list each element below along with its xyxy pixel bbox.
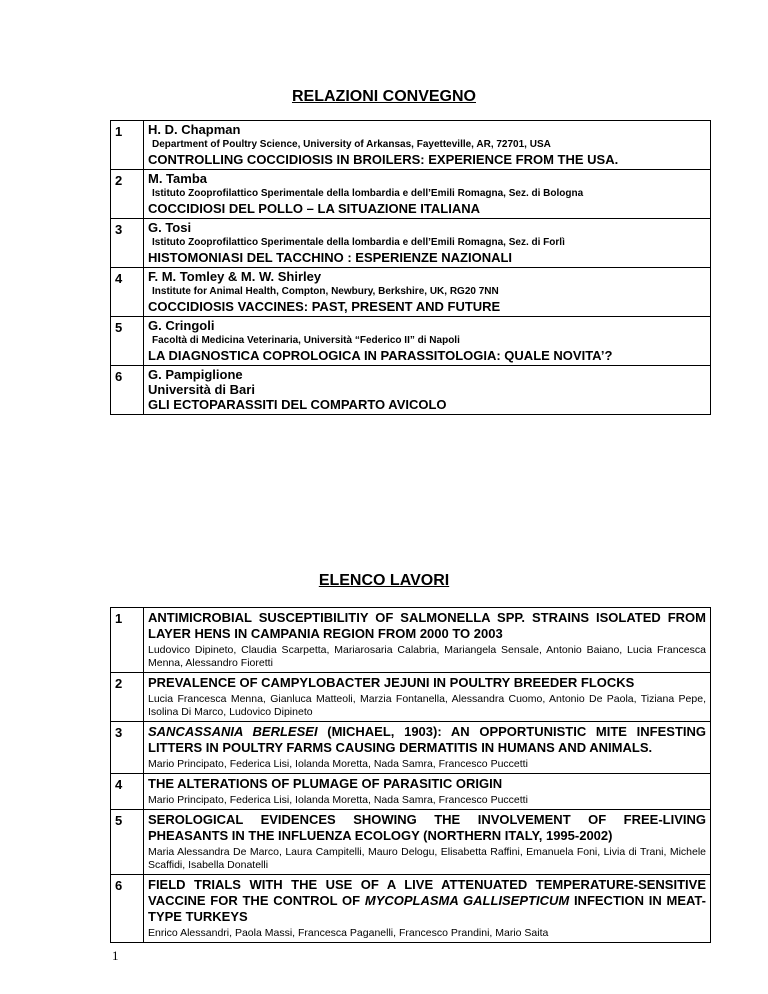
- paper-title-text: FIELD TRIALS WITH THE USE OF A LIVE ATTENUATED TEMPERATURE-SENSITIVE VACCINE FOR THE CONTROL OF: [148, 877, 706, 908]
- row-number: 1: [111, 121, 144, 170]
- paper-authors: Mario Principato, Federica Lisi, Iolanda Moretta, Nada Samra, Francesco Puccetti: [148, 794, 528, 806]
- row-number: 3: [111, 722, 144, 774]
- paper-title-italic: SANCASSANIA BERLESEI: [148, 724, 318, 739]
- paper-title: [148, 609, 706, 642]
- speaker-name: H. D. Chapman: [148, 122, 241, 137]
- speaker-affiliation: Department of Poultry Science, University of Arkansas, Fayetteville, AR, 72701, USA: [152, 139, 551, 150]
- speaker-affiliation: Istituto Zooprofilattico Sperimentale della lombardia e dell’Emili Romagna, Sez. di Forlì: [152, 237, 565, 248]
- talk-title: COCCIDIOSI DEL POLLO – LA SITUAZIONE ITALIANA: [148, 201, 480, 216]
- relazione-content: [144, 317, 711, 366]
- paper-authors: Ludovico Dipineto, Claudia Scarpetta, Mariarosaria Calabria, Mariangela Sensale, Antonio Baiano, Lucia Francesca Menna, Alessandro Fioretti: [148, 644, 706, 669]
- paper-title: [148, 674, 706, 691]
- paper-title-text: THE ALTERATIONS OF PLUMAGE OF PARASITIC ORIGIN: [148, 776, 503, 791]
- paper-authors: Mario Principato, Federica Lisi, Iolanda Moretta, Nada Samra, Francesco Puccetti: [148, 758, 528, 770]
- page-number: 1: [112, 948, 119, 963]
- lavoro-content: [144, 722, 711, 774]
- row-number: 4: [111, 268, 144, 317]
- talk-title: COCCIDIOSIS VACCINES: PAST, PRESENT AND FUTURE: [148, 299, 501, 314]
- lavoro-row: [111, 875, 711, 943]
- row-number: 2: [111, 170, 144, 219]
- lavoro-row: [111, 774, 711, 810]
- relazione-content: [144, 366, 711, 415]
- lavoro-content: [144, 875, 711, 943]
- relazione-row: [111, 366, 711, 415]
- relazione-row: [111, 317, 711, 366]
- relazione-content: [144, 121, 711, 170]
- row-number: 4: [111, 774, 144, 810]
- relazione-row: [111, 219, 711, 268]
- paper-authors: Enrico Alessandri, Paola Massi, Francesca Paganelli, Francesco Prandini, Mario Saita: [148, 927, 549, 939]
- lavoro-row: [111, 608, 711, 673]
- speaker-affiliation: Facoltà di Medicina Veterinaria, Università “Federico II” di Napoli: [152, 335, 460, 346]
- paper-title-italic: MYCOPLASMA GALLISEPTICUM: [364, 893, 570, 908]
- relazione-row: [111, 268, 711, 317]
- lavoro-content: [144, 810, 711, 875]
- relazione-content: [144, 268, 711, 317]
- lavoro-row: [111, 722, 711, 774]
- talk-title: HISTOMONIASI DEL TACCHINO : ESPERIENZE NAZIONALI: [148, 250, 513, 265]
- relazione-row: [111, 170, 711, 219]
- lavoro-row: [111, 810, 711, 875]
- row-number: 2: [111, 673, 144, 722]
- speaker-name: Università di Bari: [148, 382, 255, 397]
- speaker-name: G. Tosi: [148, 220, 192, 235]
- lavoro-content: [144, 774, 711, 810]
- speaker-name: F. M. Tomley & M. W. Shirley: [148, 269, 322, 284]
- relazione-content: [144, 170, 711, 219]
- row-number: 5: [111, 317, 144, 366]
- paper-title-text: (MICHAEL, 1903): AN OPPORTUNISTIC MITE INFESTING LITTERS IN POULTRY FARMS CAUSING DERMATITIS IN HUMANS AND ANIMALS.: [148, 724, 707, 755]
- row-number: 6: [111, 366, 144, 415]
- paper-authors: Maria Alessandra De Marco, Laura Campitelli, Mauro Delogu, Elisabetta Raffini, Emanuela Foni, Livia di Trani, Michele Scaffidi, Isabella Donatelli: [148, 846, 706, 871]
- lavoro-row: [111, 673, 711, 722]
- row-number: 6: [111, 875, 144, 943]
- speaker-name: G. Pampiglione: [148, 367, 243, 382]
- lavoro-content: [144, 673, 711, 722]
- relazione-content: [144, 219, 711, 268]
- lavori-table: [110, 607, 711, 943]
- paper-title-text: PREVALENCE OF CAMPYLOBACTER JEJUNI IN POULTRY BREEDER FLOCKS: [148, 675, 635, 690]
- paper-title-text: ANTIMICROBIAL SUSCEPTIBILITIY OF SALMONELLA SPP. STRAINS ISOLATED FROM LAYER HENS IN CAMPANIA REGION FROM 2000 TO 2003: [148, 610, 706, 641]
- speaker-affiliation: Istituto Zooprofilattico Sperimentale della lombardia e dell’Emili Romagna, Sez. di Bologna: [152, 188, 584, 199]
- lavoro-content: [144, 608, 711, 673]
- paper-title: [148, 811, 706, 844]
- relazioni-table: [110, 120, 711, 415]
- paper-title: [148, 723, 706, 756]
- talk-title: GLI ECTOPARASSITI DEL COMPARTO AVICOLO: [148, 397, 447, 412]
- paper-title-text: INFECTION IN MEAT-TYPE TURKEYS: [148, 893, 706, 924]
- speaker-name: M. Tamba: [148, 171, 207, 186]
- lavori-heading: ELENCO LAVORI: [318, 572, 450, 589]
- relazioni-heading: RELAZIONI CONVEGNO: [291, 88, 476, 105]
- talk-title: CONTROLLING COCCIDIOSIS IN BROILERS: EXPERIENCE FROM THE USA.: [148, 152, 619, 167]
- paper-authors: Lucia Francesca Menna, Gianluca Matteoli, Marzia Fontanella, Alessandra Cuomo, Antonio De Paola, Tiziana Pepe, Isolina Di Marco, Ludovico Dipineto: [148, 693, 706, 718]
- row-number: 5: [111, 810, 144, 875]
- row-number: 1: [111, 608, 144, 673]
- paper-title-text: SEROLOGICAL EVIDENCES SHOWING THE INVOLVEMENT OF FREE-LIVING PHEASANTS IN THE INFLUENZA ECOLOGY (NORTHERN ITALY, 1995-2002): [148, 812, 706, 843]
- paper-title: [148, 876, 706, 925]
- talk-title: LA DIAGNOSTICA COPROLOGICA IN PARASSITOLOGIA: QUALE NOVITA’?: [148, 348, 613, 363]
- speaker-affiliation: Institute for Animal Health, Compton, Newbury, Berkshire, UK, RG20 7NN: [152, 286, 499, 297]
- row-number: 3: [111, 219, 144, 268]
- relazione-row: [111, 121, 711, 170]
- speaker-name: G. Cringoli: [148, 318, 215, 333]
- paper-title: [148, 775, 706, 792]
